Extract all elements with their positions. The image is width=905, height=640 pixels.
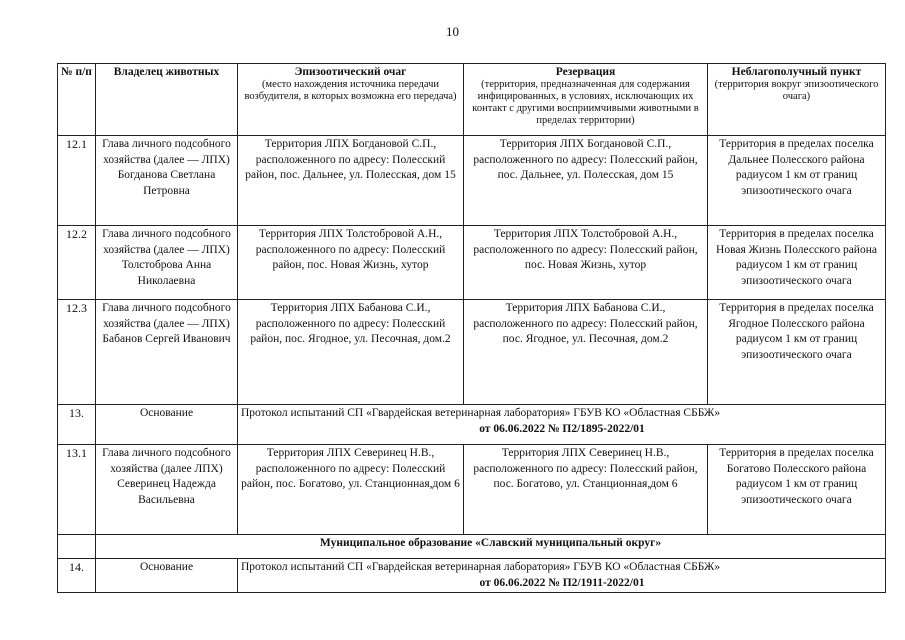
municipality-title: Муниципальное образование «Славский муниципальный округ» (96, 535, 886, 559)
epizootic-table (57, 63, 886, 593)
owner-cell: Глава личного подсобного хозяйства (далее — ЛПХ) Богданова Светлана Петровна (96, 136, 238, 226)
table-row (58, 136, 886, 226)
row-number: 12.1 (58, 136, 96, 226)
header-focus: Эпизоотический очаг (место нахождения источника передачи возбудителя, в которых возможна его передача) (238, 64, 464, 136)
unsafe-cell: Территория в пределах поселка Дальнее Полесского района радиусом 1 км от границ эпизоотического очага (708, 136, 886, 226)
focus-cell: Территория ЛПХ Северинец Н.В., расположенного по адресу: Полесский район, пос. Богатово, ул. Станционная,дом 6 (238, 445, 464, 535)
owner-cell: Основание (96, 559, 238, 593)
table-row (58, 405, 886, 445)
basis-text: Протокол испытаний СП «Гвардейская ветеринарная лаборатория» ГБУВ КО «Областная СББЖ» (241, 561, 721, 573)
owner-cell: Глава личного подсобного хозяйства (далее — ЛПХ) Бабанов Сергей Иванович (96, 300, 238, 405)
reservation-cell: Территория ЛПХ Толстобровой А.Н., расположенного по адресу: Полесский район, пос. Новая Жизнь, хутор (464, 226, 708, 300)
focus-cell: Территория ЛПХ Бабанова С.И., расположенного по адресу: Полесский район, пос. Ягодное, ул. Песочная, дом.2 (238, 300, 464, 405)
unsafe-cell: Территория в пределах поселка Богатово Полесского района радиусом 1 км от границ эпизоотического очага (708, 445, 886, 535)
municipality-row (58, 535, 886, 559)
basis-cell (238, 405, 886, 445)
reservation-cell: Территория ЛПХ Бабанова С.И., расположенного по адресу: Полесский район, пос. Ягодное, ул. Песочная, дом.2 (464, 300, 708, 405)
header-owner: Владелец животных (96, 64, 238, 136)
table-row (58, 445, 886, 535)
owner-cell: Глава личного подсобного хозяйства (далее ЛПХ) Северинец Надежда Васильевна (96, 445, 238, 535)
unsafe-cell: Территория в пределах поселка Ягодное Полесского района радиусом 1 км от границ эпизоотического очага (708, 300, 886, 405)
reservation-cell: Территория ЛПХ Богдановой С.П., расположенного по адресу: Полесский район, пос. Дальнее, ул. Полесская, дом 15 (464, 136, 708, 226)
owner-cell: Основание (96, 405, 238, 445)
table-row (58, 226, 886, 300)
basis-protocol: от 06.06.2022 № П2/1911-2022/01 (479, 576, 645, 589)
table-row (58, 300, 886, 405)
row-number: 14. (58, 559, 96, 593)
unsafe-cell: Территория в пределах поселка Новая Жизнь Полесского района радиусом 1 км от границ эпизоотического очага (708, 226, 886, 300)
row-number: 12.3 (58, 300, 96, 405)
row-number: 13.1 (58, 445, 96, 535)
row-number: 12.2 (58, 226, 96, 300)
page-number: 10 (446, 24, 459, 39)
header-reservation: Резервация (территория, предназначенная для содержания инфицированных, в условиях, исключающих их контакт с другими восприимчивыми животными в пределах территории) (464, 64, 708, 136)
table-row (58, 559, 886, 593)
reservation-cell: Территория ЛПХ Северинец Н.В., расположенного по адресу: Полесский район, пос. Богатово, ул. Станционная,дом 6 (464, 445, 708, 535)
row-number (58, 535, 96, 559)
header-unsafe-point: Неблагополучный пункт (территория вокруг эпизоотического очага) (708, 64, 886, 136)
basis-cell (238, 559, 886, 593)
row-number: 13. (58, 405, 96, 445)
focus-cell: Территория ЛПХ Толстобровой А.Н., расположенного по адресу: Полесский район, пос. Новая Жизнь, хутор (238, 226, 464, 300)
basis-text: Протокол испытаний СП «Гвардейская ветеринарная лаборатория» ГБУВ КО «Областная СББЖ» (241, 407, 721, 419)
focus-cell: Территория ЛПХ Богдановой С.П., расположенного по адресу: Полесский район, пос. Дальнее, ул. Полесская, дом 15 (238, 136, 464, 226)
basis-protocol: от 06.06.2022 № П2/1895-2022/01 (479, 422, 645, 435)
header-num: № п/п (58, 64, 96, 136)
owner-cell: Глава личного подсобного хозяйства (далее — ЛПХ) Толстоброва Анна Николаевна (96, 226, 238, 300)
header-row (58, 64, 886, 136)
